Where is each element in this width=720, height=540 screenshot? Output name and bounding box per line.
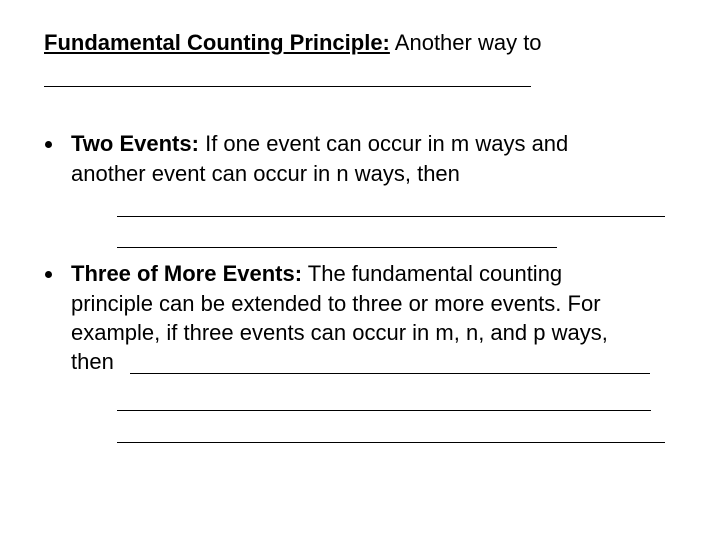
title-label: Fundamental Counting Principle:: [44, 30, 390, 55]
title-line: [44, 28, 542, 58]
title-text: Another way to: [394, 30, 542, 55]
bullet-2-line-4: then: [71, 349, 114, 374]
bullet-1-blank-line-1: [117, 216, 665, 217]
bullet-1-text: If one event can occur in m ways and: [205, 131, 569, 156]
bullet-1-line-1: [71, 129, 568, 159]
bullet-2-line-3: example, if three events can occur in m, n, and p ways,: [71, 320, 608, 345]
bullet-2-label: Three of More Events:: [71, 261, 303, 286]
bullet-2-blank-line-2: [117, 410, 651, 411]
bullet-2-blank-line-3: [117, 442, 665, 443]
bullet-2-line-2: principle can be extended to three or more events. For: [71, 291, 601, 316]
title-blank-line: [44, 86, 531, 87]
bullet-dot-2: [45, 271, 52, 278]
bullet-2-text: The fundamental counting: [307, 261, 563, 286]
bullet-dot-1: [45, 141, 52, 148]
bullet-2-line-1: [71, 259, 562, 289]
bullet-1-label: Two Events:: [71, 131, 199, 156]
bullet-1-blank-line-2: [117, 247, 557, 248]
bullet-1-line-2: another event can occur in n ways, then: [71, 161, 460, 186]
bullet-2-blank-line-1: [130, 373, 650, 374]
